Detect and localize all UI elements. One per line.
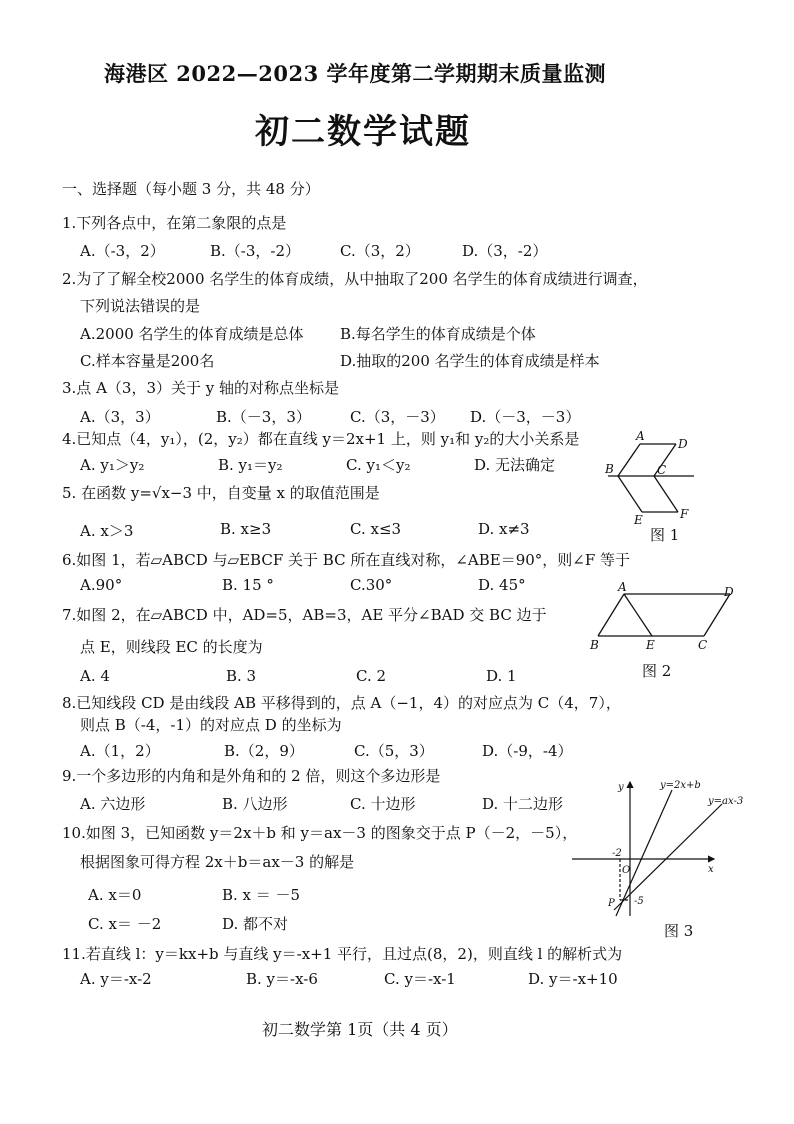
option-a: A.90° bbox=[80, 576, 123, 594]
option-a: A. x＝0 bbox=[88, 886, 142, 904]
option-a: A. 4 bbox=[80, 667, 110, 685]
figure-2-diagram bbox=[586, 582, 738, 654]
option-b: B.（－3，3） bbox=[216, 408, 311, 426]
option-b: B. 八边形 bbox=[222, 795, 288, 813]
option-d: D. 1 bbox=[486, 667, 517, 685]
label-d: D bbox=[678, 437, 688, 451]
label-b: B bbox=[590, 638, 599, 652]
question-stem: 11.若直线 l：y＝kx+b 与直线 y＝-x+1 平行，且过点(8，2)，则直线 l 的解析式为 bbox=[62, 945, 623, 963]
question-stem-line2: 点 E，则线段 EC 的长度为 bbox=[80, 638, 263, 656]
option-b: B. 3 bbox=[226, 667, 257, 685]
label-y-2x-b: y=2x+b bbox=[660, 780, 701, 791]
segment-cd bbox=[704, 594, 730, 636]
question-stem-line2: 下列说法错误的是 bbox=[80, 297, 201, 315]
option-d: D. 45° bbox=[478, 576, 526, 594]
option-a: A. x＞3 bbox=[80, 522, 134, 540]
question-stem: 4.已知点（4，y₁），(2，y₂）都在直线 y＝2x+1 上，则 y₁和 y₂的大小关系是 bbox=[62, 430, 580, 448]
option-d: D. y＝-x+10 bbox=[528, 970, 618, 988]
option-d: D. 无法确定 bbox=[474, 456, 556, 474]
exam-header-title: 海港区 2022—2023 学年度第二学期期末质量监测 bbox=[104, 61, 607, 86]
option-c: C. x＝ －2 bbox=[88, 915, 162, 933]
question-stem: 6.如图 1，若▱ABCD 与▱EBCF 关于 BC 所在直线对称，∠ABE＝90°，则∠F 等于 bbox=[62, 551, 631, 569]
label-origin: O bbox=[622, 865, 631, 876]
question-stem: 3.点 A（3，3）关于 y 轴的对称点坐标是 bbox=[62, 379, 340, 397]
option-a: A. y＝-x-2 bbox=[80, 970, 152, 988]
question-stem-line2: 根据图象可得方程 2x＋b＝ax－3 的解是 bbox=[80, 853, 355, 871]
option-c: C.（3，－3） bbox=[350, 408, 445, 426]
label-a: A bbox=[636, 429, 645, 443]
option-d: D.抽取的200 名学生的体育成绩是样本 bbox=[340, 352, 600, 370]
option-d: D. 都不对 bbox=[222, 915, 289, 933]
option-c: C.30° bbox=[350, 576, 393, 594]
label-e: E bbox=[646, 638, 655, 652]
option-c: C. y₁＜y₂ bbox=[346, 456, 411, 474]
figure-2-caption: 图 2 bbox=[642, 662, 672, 680]
section-heading: 一、选择题（每小题 3 分，共 48 分） bbox=[62, 180, 320, 198]
option-b: B. 15 ° bbox=[222, 576, 274, 594]
figure-3-diagram bbox=[568, 770, 744, 918]
figure-1-caption: 图 1 bbox=[650, 526, 680, 544]
label-f: F bbox=[680, 507, 689, 521]
option-a: A.（1，2） bbox=[80, 742, 160, 760]
label-p: P bbox=[608, 898, 615, 909]
label-minus-2: -2 bbox=[612, 848, 622, 859]
option-a: A. y₁＞y₂ bbox=[80, 456, 145, 474]
option-c: C. y＝-x-1 bbox=[384, 970, 456, 988]
option-b: B.（-3，-2） bbox=[210, 242, 301, 260]
option-d: D. 十二边形 bbox=[482, 795, 564, 813]
option-d: D.（3，-2） bbox=[462, 242, 548, 260]
option-c: C. x≤3 bbox=[350, 520, 402, 538]
question-stem-line2: 则点 B（-4，-1）的对应点 D 的坐标为 bbox=[80, 716, 342, 734]
segment-ae bbox=[624, 594, 652, 636]
option-a: A.（-3，2） bbox=[80, 242, 165, 260]
option-b: B.（2，9） bbox=[224, 742, 304, 760]
option-d: D.（-9，-4） bbox=[482, 742, 573, 760]
option-c: C. 2 bbox=[356, 667, 387, 685]
option-d: D.（－3，－3） bbox=[470, 408, 581, 426]
label-y: y bbox=[618, 782, 624, 793]
question-stem: 9.一个多边形的内角和是外角和的 2 倍，则这个多边形是 bbox=[62, 767, 441, 785]
label-y-ax-3: y=ax-3 bbox=[708, 796, 744, 807]
option-b: B. x ＝ －5 bbox=[222, 886, 301, 904]
segment-ab bbox=[598, 594, 624, 636]
option-c: C. 十边形 bbox=[350, 795, 416, 813]
option-a: A. 六边形 bbox=[80, 795, 146, 813]
segment-ba bbox=[618, 444, 640, 476]
option-a: A.（3，3） bbox=[80, 408, 160, 426]
line-y-2x-b bbox=[616, 790, 672, 916]
label-c: C bbox=[657, 463, 667, 477]
option-c: C.（5，3） bbox=[354, 742, 434, 760]
option-b: B. y₁＝y₂ bbox=[218, 456, 283, 474]
label-a: A bbox=[618, 582, 627, 594]
question-stem: 8.已知线段 CD 是由线段 AB 平移得到的，点 A（−1，4）的对应点为 C（4，7）， bbox=[62, 694, 621, 712]
label-minus-5: -5 bbox=[634, 896, 644, 907]
segment-be bbox=[618, 476, 642, 512]
option-c: C.样本容量是200名 bbox=[80, 352, 215, 370]
question-stem: 2.为了了解全校2000 名学生的体育成绩，从中抽取了200 名学生的体育成绩进行调查， bbox=[62, 270, 648, 288]
page-footer: 初二数学第 1页（共 4 页） bbox=[262, 1020, 458, 1039]
option-b: B.每名学生的体育成绩是个体 bbox=[340, 325, 536, 343]
exam-subject-title: 初二数学试题 bbox=[255, 112, 471, 152]
figure-3-caption: 图 3 bbox=[664, 922, 694, 940]
option-b: B. y＝-x-6 bbox=[246, 970, 318, 988]
option-a: A.2000 名学生的体育成绩是总体 bbox=[80, 325, 304, 343]
option-c: C.（3，2） bbox=[340, 242, 420, 260]
question-stem: 5. 在函数 y=√x−3 中，自变量 x 的取值范围是 bbox=[62, 484, 380, 502]
label-x: x bbox=[708, 864, 714, 875]
segment-fc bbox=[654, 476, 678, 512]
option-d: D. x≠3 bbox=[478, 520, 530, 538]
question-stem: 7.如图 2，在▱ABCD 中，AD=5，AB=3，AE 平分∠BAD 交 BC 边于 bbox=[62, 606, 547, 624]
label-c: C bbox=[698, 638, 708, 652]
label-e: E bbox=[634, 513, 643, 527]
question-stem: 10.如图 3，已知函数 y＝2x＋b 和 y＝ax－3 的图象交于点 P（－2，－5）， bbox=[62, 824, 578, 842]
label-b: B bbox=[605, 462, 614, 476]
question-stem: 1.下列各点中，在第二象限的点是 bbox=[62, 214, 287, 232]
option-b: B. x≥3 bbox=[220, 520, 272, 538]
label-d: D bbox=[724, 585, 734, 599]
